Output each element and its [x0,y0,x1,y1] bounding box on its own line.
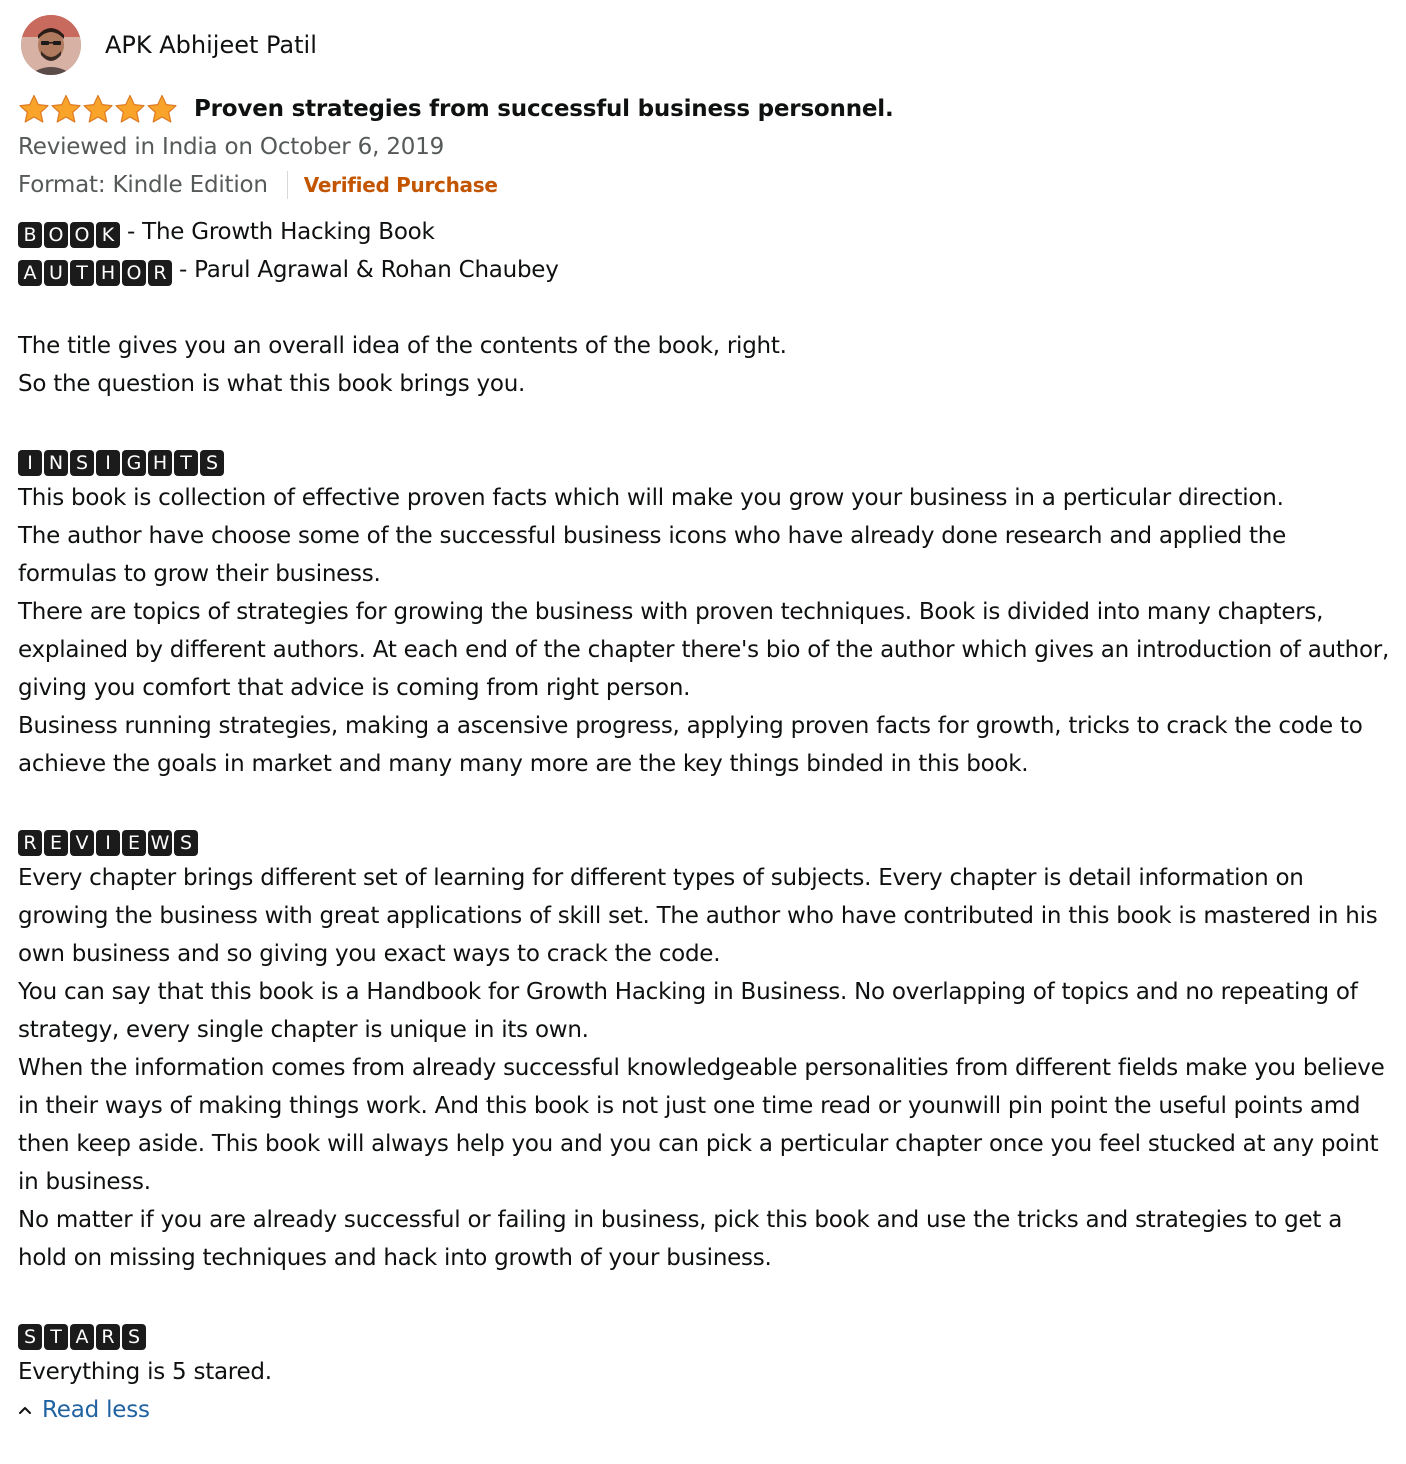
insights-paragraph-1: This book is collection of effective proven facts which will make you grow your business in a perticular direction. [18,485,1284,511]
boxed-letter: G [122,450,146,476]
author-line [18,251,1390,289]
reviewer-profile[interactable] [21,14,1390,76]
boxed-letter: S [122,1324,146,1350]
boxed-letter: H [96,260,120,286]
format-row [18,165,1390,205]
review-date: Reviewed in India on October 6, 2019 [18,134,445,160]
boxed-letter: I [96,450,120,476]
user-avatar[interactable] [21,15,81,75]
boxed-letter: A [18,260,42,286]
reviews-paragraph-3: When the information comes from already successful knowledgeable personalities from different fields make you believe in their ways of making things work. And this book is not just one time read or younwill pin point the useful points amd then keep aside. This book will always help you and you can pick a perticular chapter once you feel stucked at any point in business. [18,1055,1385,1195]
review-title-row [18,92,1390,126]
boxed-label-reviews [18,830,198,856]
blank-line [18,783,1390,821]
boxed-letter: R [148,260,172,286]
boxed-letter: T [44,1324,68,1350]
intro-line-1: The title gives you an overall idea of the contents of the book, right. [18,333,787,359]
insights-paragraph-3: There are topics of strategies for growing the business with proven techniques. Book is divided into many chapters, explained by different authors. At each end of the chapter there's bio of the author which gives an introduction of author, giving you comfort that advice is coming from right person. [18,599,1390,701]
boxed-letter: N [44,450,68,476]
boxed-letter: S [18,1324,42,1350]
blank-line [18,403,1390,441]
review-body [18,213,1390,1391]
intro-line-2: So the question is what this book brings you. [18,371,526,397]
blank-line [18,1277,1390,1315]
boxed-letter: W [148,830,172,856]
reviews-heading [18,821,1390,859]
boxed-label-stars [18,1324,146,1350]
boxed-label-book [18,222,120,248]
boxed-letter: A [70,1324,94,1350]
reviews-paragraph-2: You can say that this book is a Handbook for Growth Hacking in Business. No overlapping of topics and no repeating of strategy, every single chapter is unique in its own. [18,979,1358,1043]
boxed-letter: H [148,450,172,476]
boxed-letter: U [44,260,68,286]
stars-text: Everything is 5 stared. [18,1359,272,1385]
book-title-text: - The Growth Hacking Book [120,219,435,245]
star-icon [146,94,178,124]
reviewer-name[interactable]: APK Abhijeet Patil [105,31,317,59]
boxed-letter: T [174,450,198,476]
boxed-letter: B [18,222,42,248]
boxed-letter: E [122,830,146,856]
boxed-letter: O [44,222,68,248]
star-icon [50,94,82,124]
boxed-letter: V [70,830,94,856]
review-title[interactable]: Proven strategies from successful business personnel. [194,96,894,122]
insights-paragraph-2: The author have choose some of the successful business icons who have already done research and applied the formulas to grow their business. [18,523,1287,587]
boxed-letter: K [96,222,120,248]
format-label[interactable]: Format: Kindle Edition [18,172,268,198]
customer-review [18,14,1390,1429]
boxed-letter: I [96,830,120,856]
reviews-paragraph-1: Every chapter brings different set of learning for different types of subjects. Every chapter is detail information on growing the business with great applications of skill set. The author who have contributed in this book is mastered in his own business and so giving you exact ways to crack the code. [18,865,1378,967]
boxed-label-author [18,260,172,286]
boxed-letter: S [174,830,198,856]
boxed-letter: I [18,450,42,476]
star-icon [18,94,50,124]
boxed-letter: O [122,260,146,286]
insights-heading [18,441,1390,479]
chevron-up-icon [18,1405,32,1415]
blank-line [18,289,1390,327]
avatar-image [21,15,81,75]
read-less-label[interactable]: Read less [42,1397,150,1423]
boxed-letter: O [70,222,94,248]
star-icon [82,94,114,124]
star-rating[interactable] [18,94,178,124]
insights-paragraph-4: Business running strategies, making a ascensive progress, applying proven facts for growth, tricks to crack the code to achieve the goals in market and many many more are the key things binded in this book. [18,713,1363,777]
reviews-paragraph-4: No matter if you are already successful or failing in business, pick this book and use the tricks and strategies to get a hold on missing techniques and hack into growth of your business. [18,1207,1343,1271]
boxed-letter: R [96,1324,120,1350]
boxed-letter: E [44,830,68,856]
boxed-letter: R [18,830,42,856]
star-icon [114,94,146,124]
boxed-label-insights [18,450,224,476]
divider [287,171,288,199]
read-less-link[interactable] [18,1391,1390,1429]
author-names-text: - Parul Agrawal & Rohan Chaubey [172,257,559,283]
boxed-letter: S [200,450,224,476]
stars-heading [18,1315,1390,1353]
boxed-letter: T [70,260,94,286]
verified-purchase-badge[interactable]: Verified Purchase [303,173,498,197]
boxed-letter: S [70,450,94,476]
book-line [18,213,1390,251]
